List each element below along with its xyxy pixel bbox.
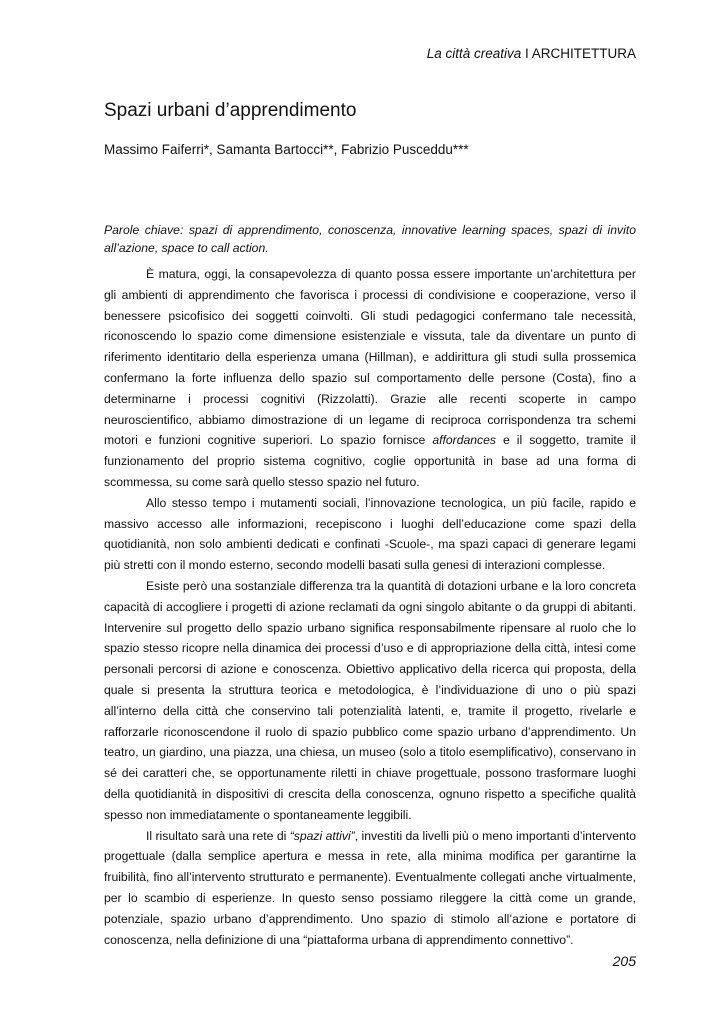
emphasis: affordances bbox=[432, 433, 497, 448]
paragraph-text: Esiste però una sostanziale differenza tra la quantità di dotazioni urbane e la loro concreta capacità di accogliere i progetti di azione reclamati da ogni singolo abitante o da gruppi di abitanti. Intervenire sul progetto dello spazio urbano significa responsabilmente ripensare al ruolo che lo spazio stesso ricopre nella dinamica dei processi d’uso e di appropriazione della città, intesi come personali percorsi di azione e conoscenza. Obiettivo applicativo della ricerca qui proposta, della quale si presenta la struttura teorica e metodologica, è l’individuazione di uno o più spazi all’interno della città che conservino tali potenzialità latenti, e, tramite il progetto, rivelarle e rafforzarle riconoscendone il ruolo di spazio pubblico come spazio urbano d’apprendimento. Un teatro, un giardino, una piazza, una chiesa, un museo (solo a titolo esemplificativo), conservano in sé dei caratteri che, se opportunamente riletti in chiave progettuale, possono trasformare luoghi della quotidianità in dispositivi di crescita della conoscenza, ognuno rispetto a specifiche qualità spesso non immediatamente o spontaneamente leggibili. bbox=[104, 578, 636, 822]
authors-line: Massimo Faiferri*, Samanta Bartocci**, Fabrizio Pusceddu*** bbox=[104, 142, 469, 157]
keywords: Parole chiave: spazi di apprendimento, conoscenza, innovative learning spaces, spazi di invito all’azione, space to call action. bbox=[104, 223, 636, 255]
body-text bbox=[104, 264, 636, 950]
article-title: Spazi urbani d’apprendimento bbox=[104, 100, 357, 121]
paragraph-4 bbox=[104, 826, 636, 951]
paragraph-text: e il soggetto, tramite il funzionamento del proprio sistema cognitivo, coglie opportunità in base ad una forma di scommessa, su come sarà quello stesso spazio nel futuro. bbox=[104, 433, 637, 489]
paragraph-text: Il risultato sarà una rete di bbox=[146, 828, 290, 843]
paragraph-3 bbox=[104, 576, 636, 826]
paragraph-2 bbox=[104, 493, 636, 576]
paragraph-text: , investiti da livelli più o meno importanti d’intervento progettuale (dalla semplice apertura e messa in rete, alla minima modifica per garantirne la fruibilità, fino all’intervento strutturato e permanente). Eventualmente collegati anche virtualmente, per lo scambio di esperienze. In questo senso possiamo rileggere la città come un grande, potenziale, spazio urbano d’apprendimento. Uno spazio di stimolo all’azione e portatore di conoscenza, nella definizione di una “piattaforma urbana di apprendimento connettivo”. bbox=[104, 828, 636, 947]
series-title: La città creativa bbox=[426, 46, 522, 61]
page-number: 205 bbox=[612, 953, 636, 969]
section-label: I ARCHITETTURA bbox=[521, 46, 636, 61]
paragraph-1 bbox=[104, 264, 636, 493]
paragraph-text: Allo stesso tempo i mutamenti sociali, l’innovazione tecnologica, un più facile, rapido e massivo accesso alle informazioni, recepiscono i luoghi dell’educazione come spazi della quotidianità, non solo ambienti dedicati e confinati -Scuole-, ma spazi capaci di generare legami più stretti con il mondo esterno, secondo modelli basati sulla genesi di interazioni complesse. bbox=[104, 495, 636, 573]
emphasis: “spazi attivi” bbox=[289, 828, 355, 843]
paragraph-text: È matura, oggi, la consapevolezza di quanto possa essere importante un’architettura per gli ambienti di apprendimento che favorisca i processi di condivisione e cooperazione, verso il benessere psicofisico dei soggetti coinvolti. Gli studi pedagogici confermano tale necessità, riconoscendo lo spazio come dimensione esistenziale e vissuta, tale da diventare un punto di riferimento identitario della esperienza umana (Hillman), e addirittura gli studi sulla prossemica confermano la forte influenza dello spazio sul comportamento delle persone (Costa), fino a determinarne i processi cognitivi (Rizzolatti). Grazie alle recenti scoperte in campo neuroscientifico, abbiamo dimostrazione di un legame di reciproca corrispondenza tra schemi motori e funzioni cognitive superiori. Lo spazio fornisce bbox=[104, 267, 636, 448]
running-header bbox=[427, 46, 636, 61]
